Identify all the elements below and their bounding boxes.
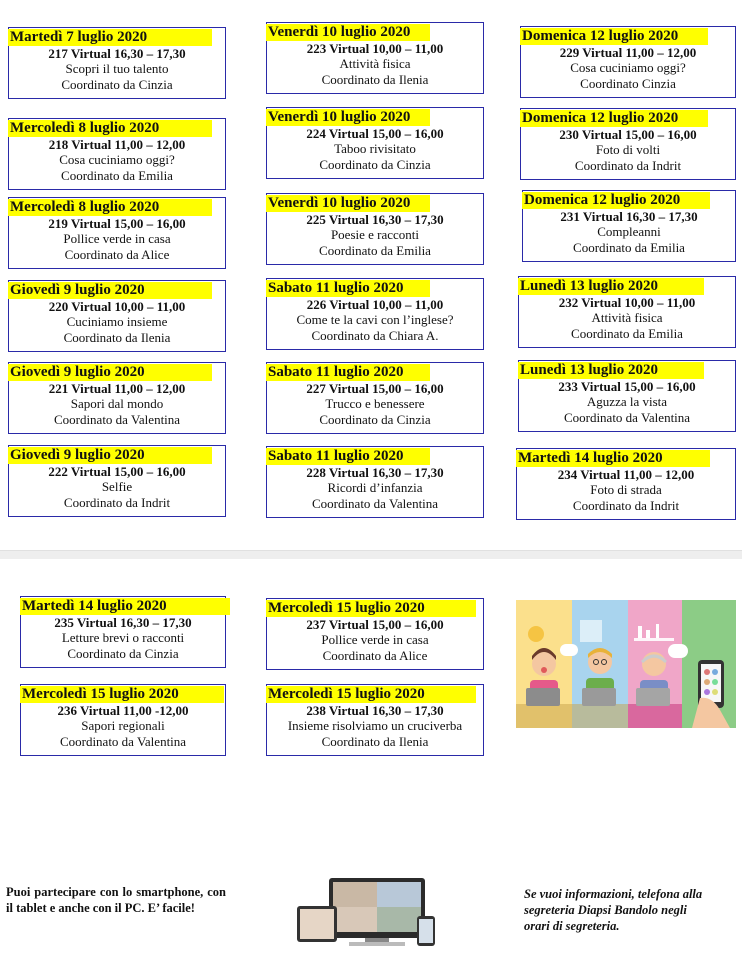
- event-card-238: [266, 684, 484, 756]
- video-call-illustration: [516, 600, 736, 728]
- event-coordinator: Coordinato da Indrit: [574, 158, 682, 173]
- section-divider: [0, 550, 742, 559]
- event-coordinator: Coordinato da Alice: [322, 648, 428, 663]
- event-card-222: [8, 445, 226, 517]
- event-card-226: [266, 278, 484, 350]
- event-card-228: [266, 446, 484, 518]
- event-card-221: [8, 362, 226, 434]
- event-title: Poesie e racconti: [330, 227, 420, 242]
- event-title: Pollice verde in casa: [321, 632, 429, 647]
- event-number-time: 230 Virtual 15,00 – 16,00: [559, 127, 697, 142]
- event-card-237: [266, 598, 484, 670]
- devices-illustration: [295, 876, 439, 948]
- event-number-time: 228 Virtual 16,30 – 17,30: [306, 465, 444, 480]
- event-title: Compleanni: [597, 224, 661, 239]
- footer-info-line: Se vuoi informazioni, telefona alla: [524, 887, 703, 901]
- event-card-218: [8, 118, 226, 190]
- event-card-235: [20, 596, 226, 668]
- event-card-229: [520, 26, 736, 98]
- event-card-224: [266, 107, 484, 179]
- event-number-time: 227 Virtual 15,00 – 16,00: [306, 381, 444, 396]
- event-title: Trucco e benessere: [325, 396, 425, 411]
- event-date: Venerdì 10 luglio 2020: [266, 24, 430, 41]
- event-card-234: [516, 448, 736, 520]
- event-coordinator: Coordinato da Emilia: [571, 326, 683, 341]
- event-title: Scopri il tuo talento: [65, 61, 169, 76]
- event-number-time: 234 Virtual 11,00 – 12,00: [557, 467, 695, 482]
- event-number-time: 231 Virtual 16,30 – 17,30: [560, 209, 698, 224]
- event-card-219: [8, 197, 226, 269]
- event-title: Sapori dal mondo: [70, 396, 164, 411]
- event-title: Sapori regionali: [81, 718, 165, 733]
- event-number-time: 238 Virtual 16,30 – 17,30: [306, 703, 444, 718]
- event-date: Sabato 11 luglio 2020: [266, 364, 430, 381]
- event-title: Letture brevi o racconti: [61, 630, 185, 645]
- event-title: Ricordi d’infanzia: [327, 480, 423, 495]
- footer-info-line: segreteria Diapsi Bandolo negli: [524, 903, 687, 917]
- event-number-time: 237 Virtual 15,00 – 16,00: [306, 617, 444, 632]
- event-number-time: 221 Virtual 11,00 – 12,00: [48, 381, 186, 396]
- event-date: Domenica 12 luglio 2020: [520, 110, 708, 127]
- event-coordinator: Coordinato da Cinzia: [319, 412, 431, 427]
- event-coordinator: Coordinato da Ilenia: [321, 72, 429, 87]
- event-date: Mercoledì 15 luglio 2020: [266, 686, 476, 703]
- event-date: Giovedì 9 luglio 2020: [8, 447, 212, 464]
- event-coordinator: Coordinato da Emilia: [61, 168, 173, 183]
- event-title: Attività fisica: [339, 56, 411, 71]
- event-number-time: 218 Virtual 11,00 – 12,00: [48, 137, 186, 152]
- event-number-time: 233 Virtual 15,00 – 16,00: [558, 379, 696, 394]
- event-title: Attività fisica: [591, 310, 663, 325]
- event-date: Venerdì 10 luglio 2020: [266, 195, 430, 212]
- event-card-223: [266, 22, 484, 94]
- event-date: Giovedì 9 luglio 2020: [8, 364, 212, 381]
- event-number-time: 223 Virtual 10,00 – 11,00: [306, 41, 444, 56]
- event-coordinator: Coordinato da Valentina: [53, 412, 181, 427]
- event-coordinator: Coordinato da Chiara A.: [311, 328, 439, 343]
- event-coordinator: Coordinato da Alice: [64, 247, 170, 262]
- event-date: Martedì 14 luglio 2020: [20, 598, 230, 615]
- event-title: Pollice verde in casa: [63, 231, 171, 246]
- event-date: Lunedì 13 luglio 2020: [518, 362, 704, 379]
- event-coordinator: Coordinato da Indrit: [572, 498, 680, 513]
- event-title: Cosa cuciniamo oggi?: [570, 60, 686, 75]
- event-card-230: [520, 108, 736, 180]
- footer-participation-note: Puoi partecipare con lo smartphone, con il tablet e anche con il PC. E’ facile!: [6, 885, 226, 915]
- event-number-time: 224 Virtual 15,00 – 16,00: [306, 126, 444, 141]
- event-card-220: [8, 280, 226, 352]
- event-title: Foto di strada: [590, 482, 662, 497]
- event-title: Insieme risolviamo un cruciverba: [287, 718, 463, 733]
- event-date: Sabato 11 luglio 2020: [266, 280, 430, 297]
- event-coordinator: Coordinato da Ilenia: [63, 330, 171, 345]
- event-title: Cosa cuciniamo oggi?: [59, 152, 175, 167]
- event-card-236: [20, 684, 226, 756]
- event-card-227: [266, 362, 484, 434]
- event-coordinator: Coordinato da Cinzia: [67, 646, 179, 661]
- event-number-time: 232 Virtual 10,00 – 11,00: [558, 295, 696, 310]
- event-date: Mercoledì 15 luglio 2020: [20, 686, 224, 703]
- event-number-time: 236 Virtual 11,00 -12,00: [57, 703, 189, 718]
- event-date: Martedì 14 luglio 2020: [516, 450, 710, 467]
- event-title: Come te la cavi con l’inglese?: [296, 312, 454, 327]
- event-number-time: 222 Virtual 15,00 – 16,00: [48, 464, 186, 479]
- event-title: Taboo rivisitato: [334, 141, 416, 156]
- event-title: Aguzza la vista: [586, 394, 668, 409]
- event-date: Mercoledì 8 luglio 2020: [8, 120, 212, 137]
- event-card-233: [518, 360, 736, 432]
- event-coordinator: Coordinato da Cinzia: [319, 157, 431, 172]
- event-card-231: [522, 190, 736, 262]
- event-number-time: 225 Virtual 16,30 – 17,30: [306, 212, 444, 227]
- event-coordinator: Coordinato da Emilia: [573, 240, 685, 255]
- event-date: Mercoledì 8 luglio 2020: [8, 199, 212, 216]
- footer-info-note: [524, 886, 742, 934]
- event-title: Selfie: [101, 479, 133, 494]
- event-coordinator: Coordinato da Cinzia: [61, 77, 173, 92]
- event-date: Domenica 12 luglio 2020: [520, 28, 708, 45]
- event-coordinator: Coordinato da Indrit: [63, 495, 171, 510]
- event-date: Venerdì 10 luglio 2020: [266, 109, 430, 126]
- event-coordinator: Coordinato da Valentina: [59, 734, 187, 749]
- event-date: Domenica 12 luglio 2020: [522, 192, 710, 209]
- event-date: Sabato 11 luglio 2020: [266, 448, 430, 465]
- footer-info-line: orari di segreteria.: [524, 919, 620, 933]
- event-title: Cuciniamo insieme: [66, 314, 168, 329]
- event-number-time: 220 Virtual 10,00 – 11,00: [48, 299, 186, 314]
- event-number-time: 226 Virtual 10,00 – 11,00: [306, 297, 444, 312]
- event-date: Giovedì 9 luglio 2020: [8, 282, 212, 299]
- event-coordinator: Coordinato da Valentina: [311, 496, 439, 511]
- event-coordinator: Coordinato Cinzia: [580, 76, 676, 91]
- event-number-time: 229 Virtual 11,00 – 12,00: [559, 45, 697, 60]
- event-number-time: 235 Virtual 16,30 – 17,30: [54, 615, 192, 630]
- event-date: Lunedì 13 luglio 2020: [518, 278, 704, 295]
- event-card-232: [518, 276, 736, 348]
- event-date: Mercoledì 15 luglio 2020: [266, 600, 476, 617]
- event-number-time: 219 Virtual 15,00 – 16,00: [48, 216, 186, 231]
- event-card-217: [8, 27, 226, 99]
- event-card-225: [266, 193, 484, 265]
- event-coordinator: Coordinato da Ilenia: [321, 734, 429, 749]
- event-coordinator: Coordinato da Emilia: [319, 243, 431, 258]
- event-date: Martedì 7 luglio 2020: [8, 29, 212, 46]
- event-title: Foto di volti: [595, 142, 661, 157]
- event-number-time: 217 Virtual 16,30 – 17,30: [48, 46, 186, 61]
- event-coordinator: Coordinato da Valentina: [563, 410, 691, 425]
